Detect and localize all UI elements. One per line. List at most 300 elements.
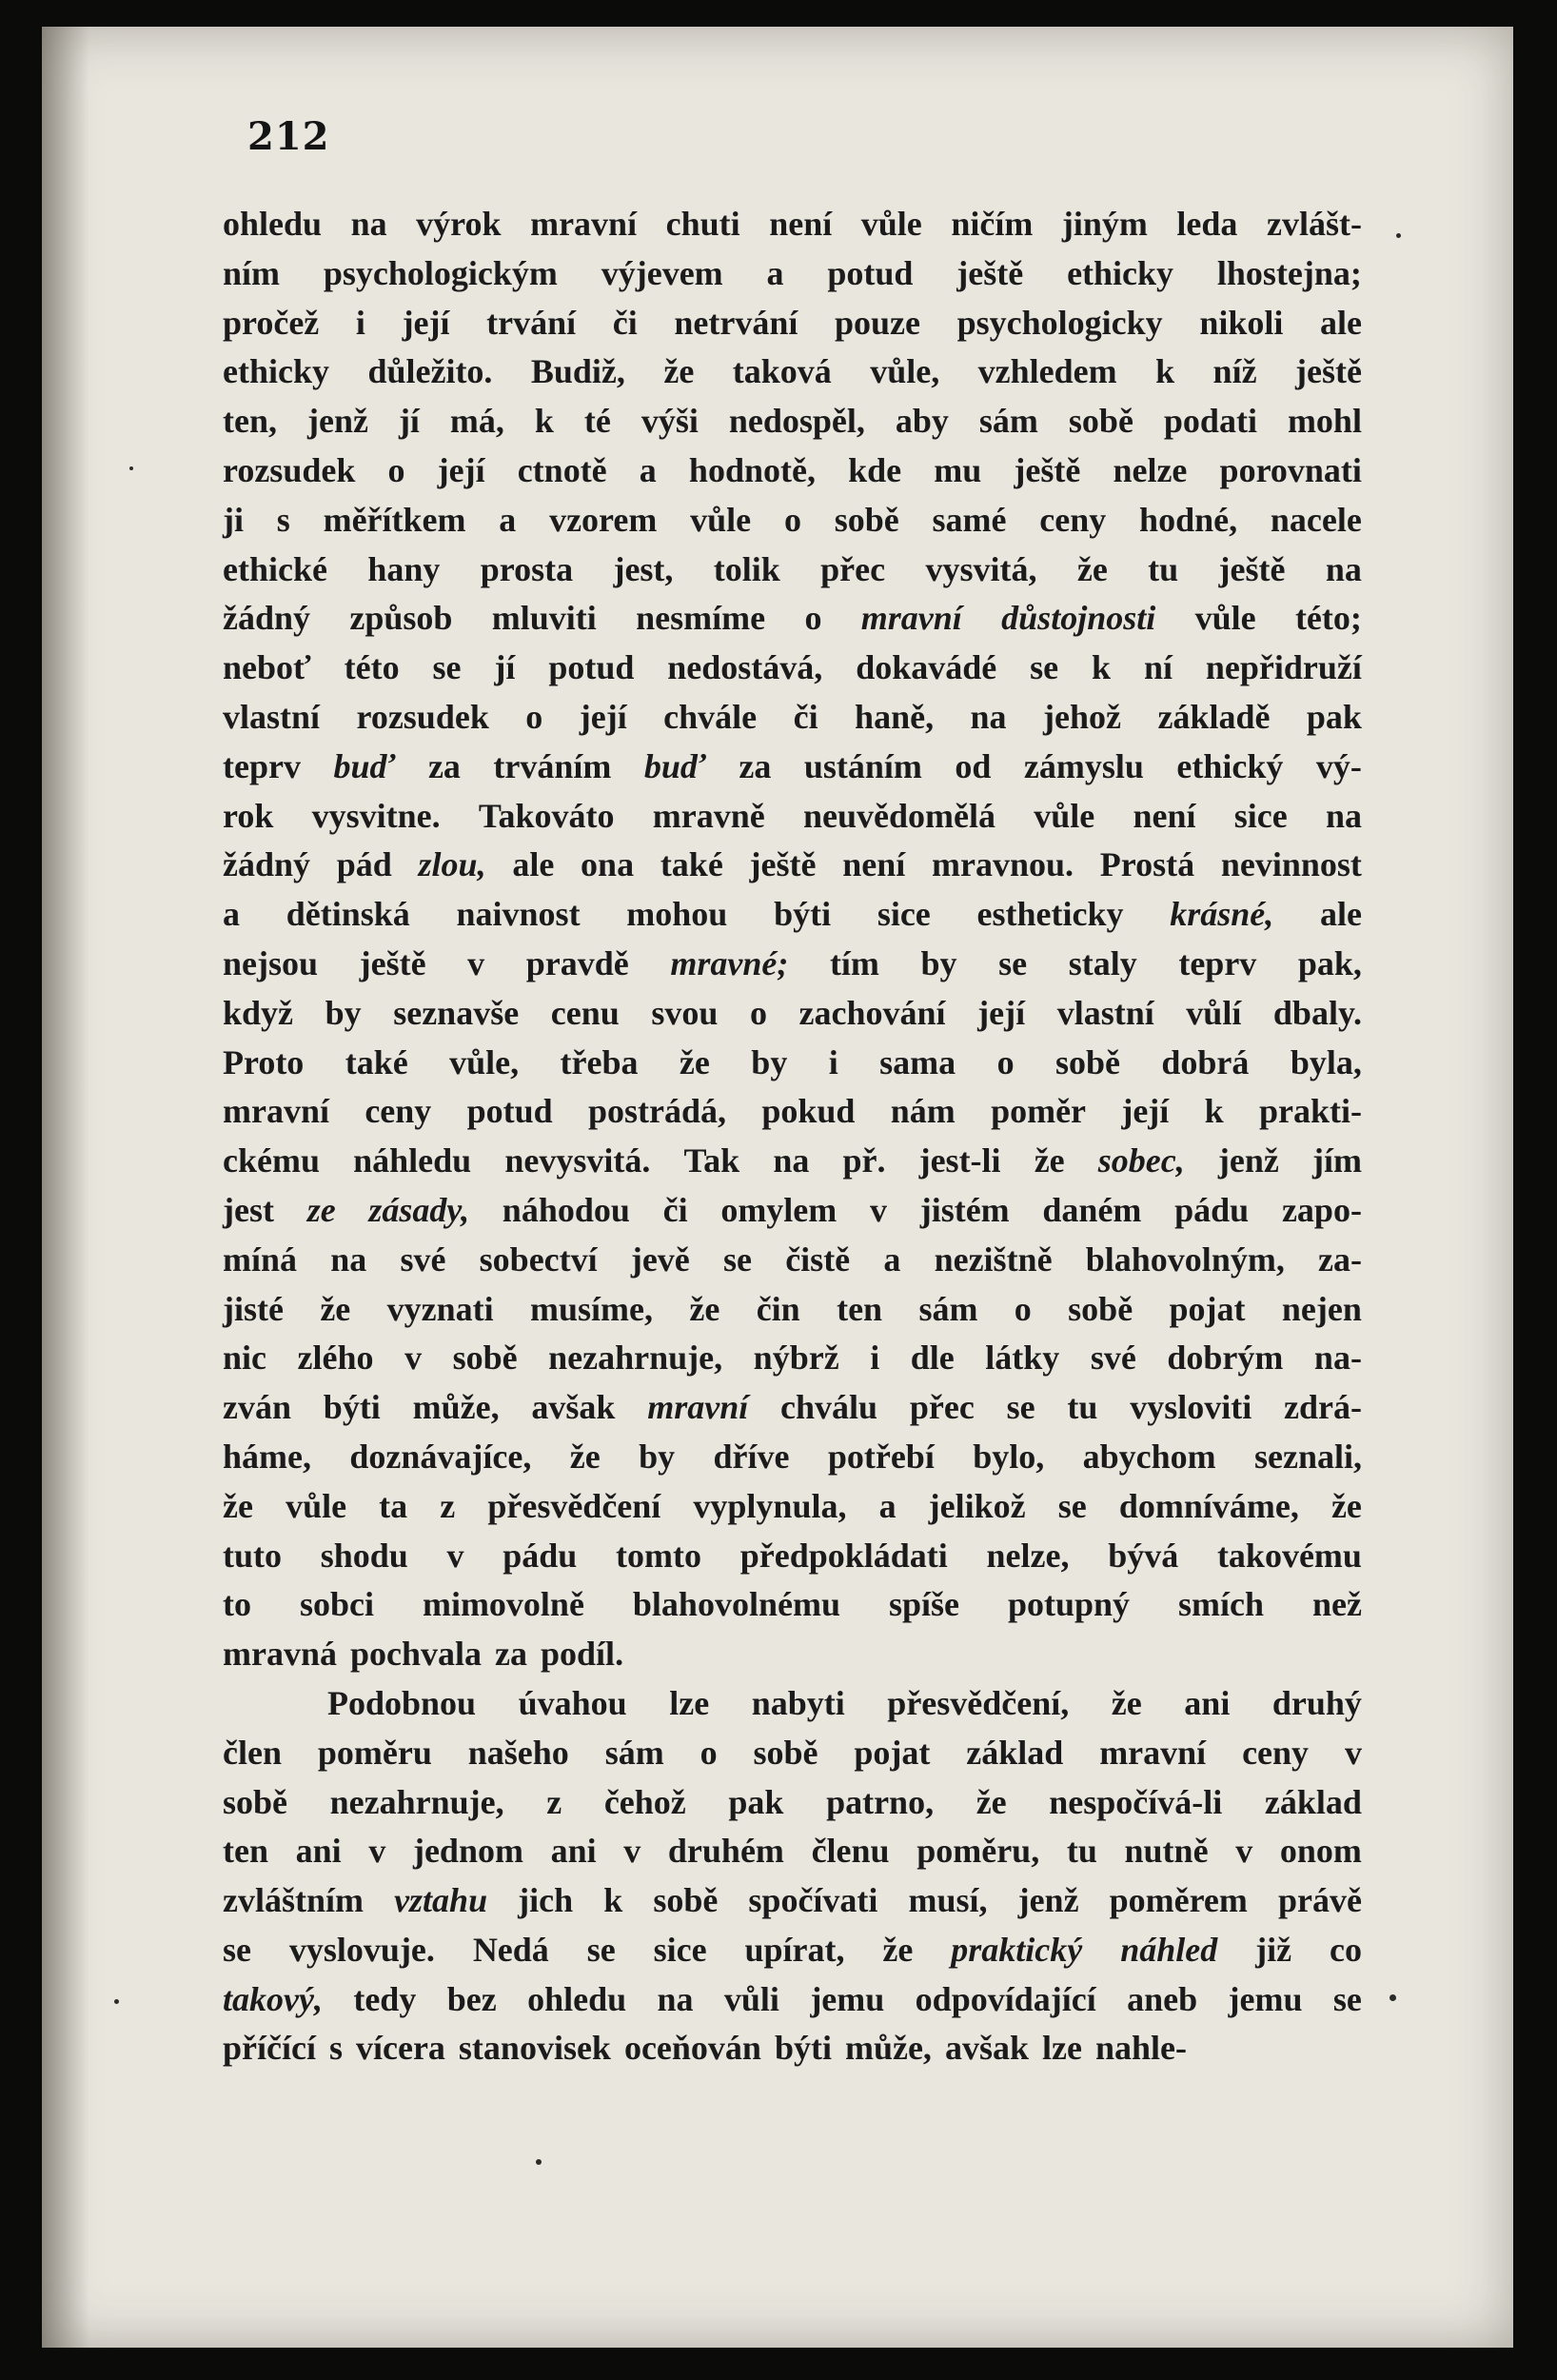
word: a bbox=[499, 500, 517, 539]
word: sice bbox=[877, 895, 931, 934]
word: krásné, bbox=[1170, 895, 1274, 934]
word: se bbox=[998, 943, 1028, 982]
word: nejen bbox=[1281, 1289, 1362, 1328]
word: náhledu bbox=[353, 1141, 472, 1180]
word: stanovisek bbox=[458, 2029, 611, 2068]
word: či bbox=[662, 1190, 688, 1229]
word: sobě bbox=[1068, 402, 1133, 441]
word: omylem bbox=[720, 1190, 838, 1229]
word: ctnotě bbox=[517, 450, 607, 489]
word: se bbox=[432, 648, 462, 687]
text-line bbox=[223, 446, 1362, 496]
word: v bbox=[368, 1832, 386, 1871]
word: zván bbox=[223, 1388, 291, 1427]
word: mravní bbox=[647, 1388, 749, 1427]
word: upírat, bbox=[744, 1930, 845, 1969]
word: dle bbox=[910, 1339, 955, 1378]
word: zlou, bbox=[418, 845, 486, 884]
word: nutně bbox=[1124, 1832, 1209, 1871]
text-line bbox=[223, 1334, 1362, 1383]
word: čehož bbox=[603, 1782, 686, 1821]
word: v bbox=[1235, 1832, 1253, 1871]
word: výjevem bbox=[601, 253, 723, 292]
word: důstojnosti bbox=[1001, 599, 1156, 638]
word: Takováto bbox=[478, 796, 615, 835]
text-line bbox=[223, 792, 1362, 842]
word: čin bbox=[756, 1289, 800, 1328]
word: vůle bbox=[690, 500, 752, 539]
word: ethicky bbox=[223, 352, 329, 391]
word: rozsudek bbox=[223, 450, 356, 489]
word: důležito. bbox=[367, 352, 493, 391]
word: vysvitá, bbox=[925, 549, 1037, 588]
word: sobě bbox=[834, 500, 899, 539]
word: vý- bbox=[1315, 746, 1362, 785]
word: ethické bbox=[223, 549, 327, 588]
word: druhém bbox=[667, 1832, 784, 1871]
word: nedostává, bbox=[667, 648, 823, 687]
word: její bbox=[402, 303, 450, 342]
word: jenž bbox=[1217, 1141, 1279, 1180]
word: vlastní bbox=[223, 697, 321, 736]
word: za- bbox=[1318, 1240, 1362, 1279]
text-line bbox=[223, 249, 1362, 299]
word: její bbox=[579, 697, 627, 736]
word: o bbox=[700, 1733, 718, 1772]
word: nelze, bbox=[986, 1536, 1070, 1575]
word: není bbox=[769, 205, 833, 243]
word: žádný bbox=[223, 599, 311, 638]
word: rozsudek bbox=[356, 697, 489, 736]
word: daném bbox=[1042, 1190, 1142, 1229]
word: své bbox=[1090, 1339, 1136, 1378]
text-line bbox=[223, 890, 1362, 940]
word: sám bbox=[918, 1289, 978, 1328]
word: dokavádé bbox=[856, 648, 997, 687]
word: ale bbox=[512, 845, 555, 884]
word: ještě bbox=[359, 943, 426, 982]
word: tu bbox=[1148, 549, 1179, 588]
word: se bbox=[723, 1240, 752, 1279]
word: by bbox=[751, 1042, 788, 1081]
word: podati bbox=[1163, 402, 1257, 441]
word: porovnati bbox=[1219, 450, 1362, 489]
word: jemu bbox=[810, 1979, 885, 2018]
text-line bbox=[223, 1876, 1362, 1926]
word: než bbox=[1311, 1585, 1362, 1624]
text-line bbox=[223, 1039, 1362, 1088]
word: hany bbox=[367, 549, 441, 588]
text-line bbox=[223, 545, 1362, 595]
word: cenu bbox=[550, 993, 620, 1032]
word: takovému bbox=[1216, 1536, 1362, 1575]
word: leda bbox=[1176, 205, 1238, 243]
word: jevě bbox=[630, 1240, 690, 1279]
word: zásady, bbox=[368, 1190, 470, 1229]
word: co bbox=[1330, 1930, 1362, 1969]
word: doznávajíce, bbox=[349, 1437, 532, 1476]
word: pojat bbox=[854, 1733, 931, 1772]
word: avšak bbox=[944, 2029, 1029, 2068]
word: ohledu bbox=[527, 1979, 627, 2018]
word: aneb bbox=[1127, 1979, 1198, 2018]
word: může, bbox=[412, 1388, 500, 1427]
word: Nedá bbox=[472, 1930, 549, 1969]
word: zapo- bbox=[1281, 1190, 1362, 1229]
word: trváním bbox=[493, 746, 612, 785]
word: takový, bbox=[223, 1979, 323, 2018]
word: podíl. bbox=[541, 1635, 624, 1674]
word: jest bbox=[223, 1190, 274, 1229]
text-line bbox=[223, 1975, 1362, 2025]
word: měřítkem bbox=[323, 500, 466, 539]
word: ethický bbox=[1176, 746, 1284, 785]
word: mohl bbox=[1287, 402, 1362, 441]
word: poměru bbox=[317, 1733, 432, 1772]
word: své bbox=[400, 1240, 446, 1279]
text-line bbox=[223, 594, 1362, 644]
word: byla, bbox=[1290, 1042, 1362, 1081]
word: kde bbox=[848, 450, 902, 489]
word: že bbox=[663, 352, 695, 391]
word: ceny bbox=[1039, 500, 1107, 539]
word: vysvitne. bbox=[311, 796, 441, 835]
word: vůle bbox=[1194, 599, 1256, 638]
text-line bbox=[223, 1778, 1362, 1828]
word: nespočívá-li bbox=[1049, 1782, 1223, 1821]
word: ona bbox=[581, 845, 635, 884]
word: avšak bbox=[531, 1388, 616, 1427]
word: tomto bbox=[616, 1536, 701, 1575]
word: jím bbox=[1311, 1141, 1362, 1180]
page-spine-shadow bbox=[42, 27, 89, 2348]
word: látky bbox=[985, 1339, 1060, 1378]
word: s bbox=[328, 2029, 343, 2068]
text-line bbox=[223, 299, 1362, 348]
word: ohledu bbox=[223, 205, 323, 243]
word: od bbox=[955, 746, 992, 785]
word: sobec, bbox=[1097, 1141, 1185, 1180]
word: nejsou bbox=[223, 943, 319, 982]
word: svou bbox=[651, 993, 719, 1032]
word: nabyti bbox=[751, 1683, 845, 1722]
word: pád bbox=[336, 845, 392, 884]
word: ale bbox=[1319, 895, 1362, 934]
body-text bbox=[223, 200, 1362, 2073]
word: prosta bbox=[480, 549, 574, 588]
word: dříve bbox=[713, 1437, 790, 1476]
word: jehož bbox=[1043, 697, 1121, 736]
word: jemu bbox=[1228, 1979, 1303, 2018]
word: př. bbox=[842, 1141, 886, 1180]
word: sám bbox=[604, 1733, 664, 1772]
word: v bbox=[404, 1339, 423, 1378]
word: jiným bbox=[1061, 205, 1148, 243]
word: zvlášt- bbox=[1266, 205, 1362, 243]
word: členu bbox=[811, 1832, 890, 1871]
word: ničím bbox=[951, 205, 1034, 243]
word: blahovolnému bbox=[632, 1585, 840, 1624]
word: náhodou bbox=[502, 1190, 630, 1229]
word: býti bbox=[774, 895, 832, 934]
word: sice bbox=[1233, 796, 1288, 835]
word: haně, bbox=[855, 697, 935, 736]
word: postrádá, bbox=[587, 1092, 727, 1131]
word: pokud bbox=[761, 1092, 856, 1131]
word: zlého bbox=[297, 1339, 374, 1378]
word: tolik bbox=[713, 549, 780, 588]
word: jest, bbox=[613, 549, 674, 588]
word: ji bbox=[223, 500, 244, 539]
word: patrno, bbox=[826, 1782, 935, 1821]
word: že bbox=[679, 1042, 710, 1081]
word: se bbox=[1006, 1388, 1035, 1427]
word: býti bbox=[323, 1388, 381, 1427]
word: pak bbox=[1306, 697, 1362, 736]
word: o bbox=[525, 697, 543, 736]
word: jelikož bbox=[928, 1486, 1026, 1525]
text-line bbox=[223, 397, 1362, 446]
word: trvání bbox=[486, 303, 577, 342]
word: to bbox=[223, 1585, 251, 1624]
word: na bbox=[657, 1979, 694, 2018]
word: k bbox=[1204, 1092, 1224, 1131]
word: potřebí bbox=[827, 1437, 935, 1476]
word: k bbox=[603, 1881, 623, 1920]
text-line bbox=[223, 1433, 1362, 1482]
word: sobě bbox=[753, 1733, 818, 1772]
word: sice bbox=[653, 1930, 707, 1969]
word: nacele bbox=[1270, 500, 1362, 539]
word: pravdě bbox=[525, 943, 629, 982]
word: sobectví bbox=[479, 1240, 598, 1279]
word: sobci bbox=[299, 1585, 374, 1624]
word: pak bbox=[728, 1782, 784, 1821]
word: náhled bbox=[1120, 1930, 1218, 1969]
text-line bbox=[223, 2024, 1362, 2073]
word: aby bbox=[895, 402, 949, 441]
word: dětinská bbox=[286, 895, 410, 934]
word: z bbox=[440, 1486, 456, 1525]
text-line bbox=[223, 1580, 1362, 1630]
word: pouze bbox=[835, 303, 921, 342]
word: míná bbox=[223, 1240, 298, 1279]
word: ceny bbox=[365, 1092, 432, 1131]
word: a bbox=[766, 253, 784, 292]
word: v bbox=[1344, 1733, 1362, 1772]
word: základ bbox=[966, 1733, 1064, 1772]
word: buď bbox=[643, 746, 706, 785]
word: teprv bbox=[1178, 943, 1257, 982]
word: vztahu bbox=[394, 1881, 488, 1920]
word: seznavše bbox=[393, 993, 520, 1032]
text-line bbox=[223, 1926, 1362, 1975]
scan-speck bbox=[1396, 233, 1401, 238]
word: má, bbox=[449, 402, 504, 441]
word: ani bbox=[1184, 1683, 1231, 1722]
word: její bbox=[1121, 1092, 1170, 1131]
word: mravní bbox=[223, 1092, 329, 1131]
word: na- bbox=[1313, 1339, 1362, 1378]
word: býti bbox=[774, 2029, 832, 2068]
word: musíme, bbox=[530, 1289, 654, 1328]
word: estheticky bbox=[976, 895, 1124, 934]
word: mluviti bbox=[491, 599, 597, 638]
word: nezahrnuje, bbox=[329, 1782, 504, 1821]
text-line bbox=[223, 644, 1362, 693]
word: ani bbox=[295, 1832, 342, 1871]
word: tím bbox=[829, 943, 879, 982]
text-line bbox=[223, 1137, 1362, 1186]
word: ta bbox=[379, 1486, 408, 1525]
word: a bbox=[878, 1486, 897, 1525]
word: příčící bbox=[223, 2029, 316, 2068]
word: psychologickým bbox=[323, 253, 558, 292]
word: smích bbox=[1177, 1585, 1264, 1624]
word: vyslovuje. bbox=[288, 1930, 435, 1969]
word: nahle- bbox=[1094, 2029, 1187, 2068]
word: Tak bbox=[683, 1141, 740, 1180]
word: Proto bbox=[223, 1042, 305, 1081]
word: o bbox=[1014, 1289, 1032, 1328]
word: ten bbox=[223, 1832, 268, 1871]
word: o bbox=[387, 450, 405, 489]
word: bylo, bbox=[973, 1437, 1045, 1476]
text-line bbox=[223, 1087, 1362, 1137]
word: jisté bbox=[223, 1289, 284, 1328]
word: nýbrž bbox=[753, 1339, 839, 1378]
word: o bbox=[996, 1042, 1015, 1081]
word: se bbox=[1057, 1486, 1087, 1525]
word: spíše bbox=[888, 1585, 959, 1624]
word: vůlí bbox=[1186, 993, 1242, 1032]
word: nám bbox=[890, 1092, 956, 1131]
word: se bbox=[586, 1930, 616, 1969]
text-line bbox=[223, 1729, 1362, 1778]
word: také bbox=[660, 845, 723, 884]
word: zdrá- bbox=[1284, 1388, 1362, 1427]
word: druhý bbox=[1271, 1683, 1362, 1722]
word: mravně bbox=[652, 796, 765, 835]
word: domníváme, bbox=[1118, 1486, 1299, 1525]
word: právě bbox=[1277, 1881, 1362, 1920]
word: že bbox=[689, 1289, 720, 1328]
text-line bbox=[223, 1236, 1362, 1285]
word: hodnotě, bbox=[688, 450, 816, 489]
word: o bbox=[804, 599, 822, 638]
word: že bbox=[320, 1289, 351, 1328]
word: nevinnost bbox=[1220, 845, 1362, 884]
word: i bbox=[870, 1339, 880, 1378]
word: jenž bbox=[306, 402, 368, 441]
word: přesvědčení, bbox=[887, 1683, 1070, 1722]
word: její bbox=[437, 450, 485, 489]
word: háme, bbox=[223, 1437, 311, 1476]
text-line bbox=[223, 200, 1362, 249]
word: se bbox=[223, 1930, 251, 1969]
word: že bbox=[1034, 1141, 1065, 1180]
word: sobě bbox=[1054, 1042, 1120, 1081]
word: shodu bbox=[320, 1536, 408, 1575]
word: musí, bbox=[908, 1881, 988, 1920]
word: ten, bbox=[223, 402, 277, 441]
text-line bbox=[223, 496, 1362, 545]
word: pročež bbox=[223, 303, 320, 342]
word: pádu bbox=[503, 1536, 578, 1575]
word: ještě bbox=[1295, 352, 1362, 391]
word: mravní bbox=[1099, 1733, 1207, 1772]
word: vůle, bbox=[449, 1042, 520, 1081]
word: o bbox=[749, 993, 767, 1032]
word: zachování bbox=[798, 993, 946, 1032]
word: zvláštním bbox=[223, 1881, 364, 1920]
word: našeho bbox=[467, 1733, 569, 1772]
text-line bbox=[223, 1285, 1362, 1335]
word: nelze bbox=[1113, 450, 1188, 489]
word: nikoli bbox=[1199, 303, 1284, 342]
word: tuto bbox=[223, 1536, 282, 1575]
word: výši bbox=[641, 402, 699, 441]
word: jí bbox=[398, 402, 420, 441]
word: a bbox=[639, 450, 657, 489]
word: spočívati bbox=[748, 1881, 878, 1920]
word: tu bbox=[1066, 1832, 1097, 1871]
word: v bbox=[623, 1832, 641, 1871]
word: jich bbox=[518, 1881, 574, 1920]
word: neboť bbox=[223, 648, 311, 687]
scan-speck bbox=[129, 466, 133, 470]
word: Podobnou bbox=[327, 1683, 477, 1722]
text-line bbox=[223, 1383, 1362, 1433]
word: mimovolně bbox=[422, 1585, 584, 1624]
word: její bbox=[977, 993, 1026, 1032]
word: zámyslu bbox=[1023, 746, 1144, 785]
word: ckému bbox=[223, 1141, 320, 1180]
word: Budiž, bbox=[530, 352, 625, 391]
word: že bbox=[569, 1437, 601, 1476]
word: netrvání bbox=[674, 303, 798, 342]
word: praktický bbox=[951, 1930, 1083, 1969]
word: ten bbox=[837, 1289, 883, 1328]
word: jednom bbox=[412, 1832, 523, 1871]
word: pak, bbox=[1297, 943, 1362, 982]
word: ještě bbox=[956, 253, 1024, 292]
word: vlastní bbox=[1056, 993, 1154, 1032]
word: vyplynula, bbox=[693, 1486, 847, 1525]
text-line bbox=[223, 347, 1362, 397]
word: že bbox=[1330, 1486, 1362, 1525]
word: žádný bbox=[223, 845, 311, 884]
word: tu bbox=[1067, 1388, 1098, 1427]
word: vůle bbox=[1034, 796, 1095, 835]
word: staly bbox=[1068, 943, 1137, 982]
word: v bbox=[870, 1190, 887, 1229]
word: vysloviti bbox=[1130, 1388, 1252, 1427]
word: chvále bbox=[663, 697, 758, 736]
word: jí bbox=[494, 648, 516, 687]
word: mravnou. bbox=[932, 845, 1074, 884]
text-line bbox=[223, 1679, 1362, 1729]
word: za bbox=[427, 746, 461, 785]
word: nepřidruží bbox=[1205, 648, 1362, 687]
word: poměru, bbox=[916, 1832, 1040, 1871]
word: této bbox=[344, 648, 400, 687]
word: není bbox=[842, 845, 906, 884]
word: na bbox=[1325, 549, 1362, 588]
word: čistě bbox=[785, 1240, 851, 1279]
word: potud bbox=[827, 253, 914, 292]
word: pojat bbox=[1169, 1289, 1246, 1328]
